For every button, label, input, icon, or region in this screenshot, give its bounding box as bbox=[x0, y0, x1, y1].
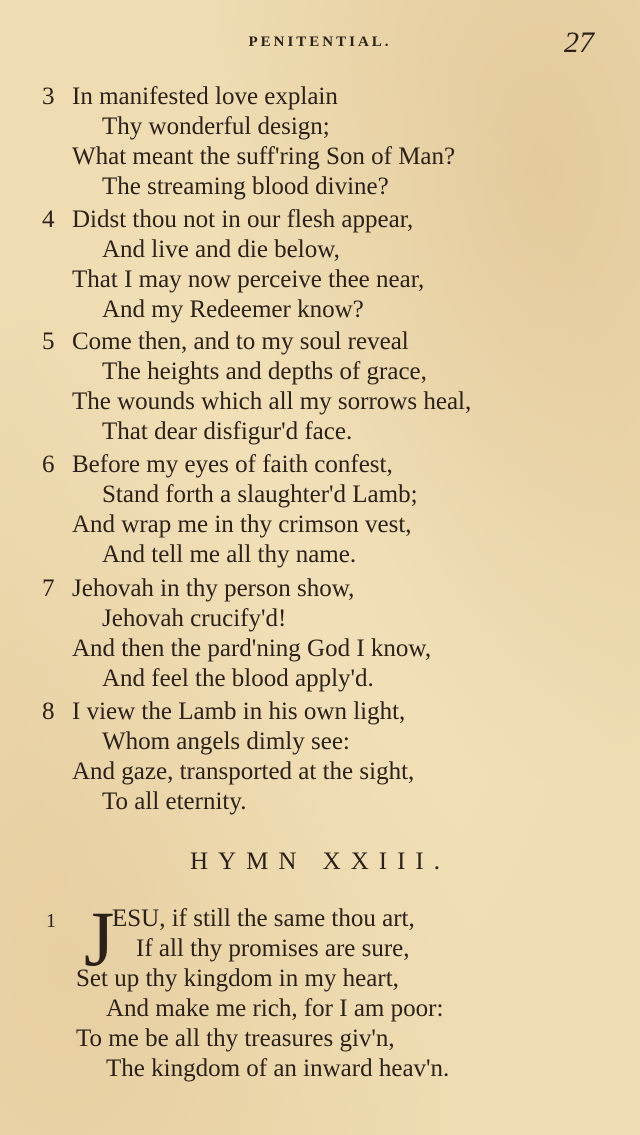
verse-line: And my Redeemer know? bbox=[102, 296, 364, 323]
verse-line: Set up thy kingdom in my heart, bbox=[76, 965, 399, 992]
verse-number: 3 bbox=[42, 83, 55, 110]
verse-line: What meant the suff'ring Son of Man? bbox=[72, 143, 456, 170]
verse-line: If all thy promises are sure, bbox=[136, 935, 410, 962]
verse-line: The wounds which all my sorrows heal, bbox=[72, 388, 472, 415]
verse-line: Come then, and to my soul reveal bbox=[72, 328, 409, 355]
verse-line: And then the pard'ning God I know, bbox=[72, 635, 432, 662]
verse-line: To all eternity. bbox=[102, 788, 247, 815]
verse-line: And wrap me in thy crimson vest, bbox=[72, 511, 412, 538]
verse-line: Didst thou not in our flesh appear, bbox=[72, 206, 414, 233]
running-head: PENITENTIAL. bbox=[248, 34, 392, 50]
verse-number: 6 bbox=[42, 451, 55, 478]
verse-line: That I may now perceive thee near, bbox=[72, 266, 425, 293]
drop-cap: J bbox=[84, 895, 115, 982]
verse-line: Jehovah in thy person show, bbox=[72, 575, 355, 602]
verse-line: The streaming blood divine? bbox=[102, 173, 389, 200]
verse-line: To me be all thy treasures giv'n, bbox=[76, 1025, 395, 1052]
verse-number: 1 bbox=[46, 910, 56, 932]
verse-line: And gaze, transported at the sight, bbox=[72, 758, 415, 785]
verse-line: That dear disfigur'd face. bbox=[102, 418, 353, 445]
verse-line: Stand forth a slaughter'd Lamb; bbox=[102, 481, 418, 508]
page-number: 27 bbox=[564, 26, 594, 59]
verse-line: In manifested love explain bbox=[72, 83, 338, 110]
verse-line: And feel the blood apply'd. bbox=[102, 665, 374, 692]
verse-number: 8 bbox=[42, 698, 55, 725]
page-header bbox=[0, 26, 640, 62]
verse-line: Jehovah crucify'd! bbox=[102, 605, 287, 632]
verse-line: ESU, if still the same thou art, bbox=[112, 905, 415, 932]
verse-line: And live and die below, bbox=[102, 236, 340, 263]
verse-line: Before my eyes of faith confest, bbox=[72, 451, 393, 478]
verse-line: Whom angels dimly see: bbox=[102, 728, 350, 755]
verse-number: 7 bbox=[42, 575, 55, 602]
verse-line: I view the Lamb in his own light, bbox=[72, 698, 406, 725]
verse-line: Thy wonderful design; bbox=[102, 113, 330, 140]
hymn-title: HYMN XXIII. bbox=[190, 848, 450, 875]
verse-number: 4 bbox=[42, 206, 55, 233]
verse-line: The kingdom of an inward heav'n. bbox=[106, 1055, 450, 1082]
verse-line: And tell me all thy name. bbox=[102, 541, 357, 568]
verse-line: And make me rich, for I am poor: bbox=[106, 995, 444, 1022]
verse-line: The heights and depths of grace, bbox=[102, 358, 427, 385]
verse-number: 5 bbox=[42, 328, 55, 355]
